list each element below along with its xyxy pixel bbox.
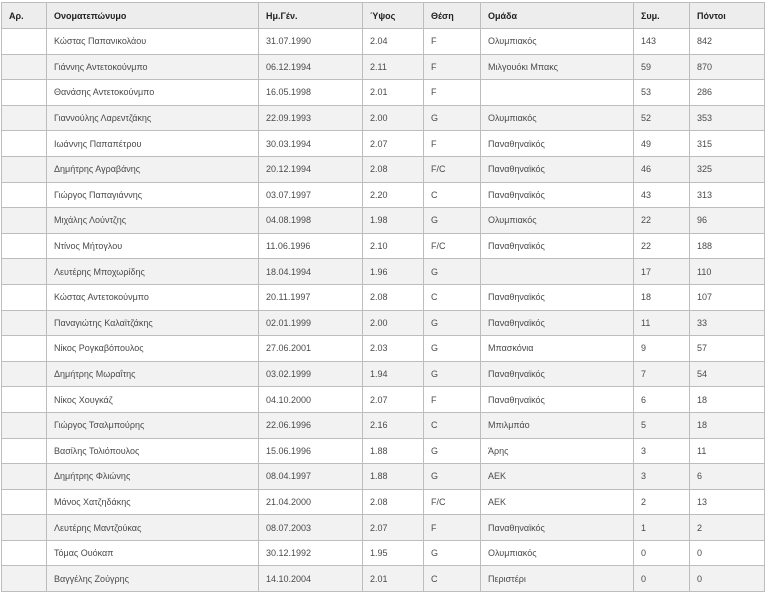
cell-appearances: 2	[634, 489, 690, 515]
cell-number	[2, 515, 47, 541]
cell-birthdate: 18.04.1994	[259, 259, 363, 285]
table-row	[2, 80, 765, 106]
cell-appearances: 0	[634, 540, 690, 566]
cell-number	[2, 566, 47, 592]
cell-player-name: Κώστας Αντετοκούνμπο	[47, 284, 259, 310]
cell-position: F/C	[424, 233, 481, 259]
cell-team: Παναθηναϊκός	[481, 156, 634, 182]
cell-position: G	[424, 259, 481, 285]
cell-team: ΑΕΚ	[481, 464, 634, 490]
cell-height: 2.20	[363, 182, 424, 208]
cell-player-name: Ιωάννης Παπαπέτρου	[47, 131, 259, 157]
cell-points: 286	[690, 80, 765, 106]
cell-player-name: Ντίνος Μήτογλου	[47, 233, 259, 259]
cell-birthdate: 21.04.2000	[259, 489, 363, 515]
cell-number	[2, 438, 47, 464]
cell-team: Παναθηναϊκός	[481, 131, 634, 157]
cell-position: G	[424, 464, 481, 490]
cell-player-name: Λευτέρης Μποχωρίδης	[47, 259, 259, 285]
cell-player-name: Δημήτρης Μωραΐτης	[47, 361, 259, 387]
cell-birthdate: 22.09.1993	[259, 105, 363, 131]
cell-number	[2, 182, 47, 208]
cell-team	[481, 259, 634, 285]
cell-birthdate: 20.12.1994	[259, 156, 363, 182]
cell-team: Παναθηναϊκός	[481, 515, 634, 541]
cell-height: 1.96	[363, 259, 424, 285]
cell-height: 2.03	[363, 336, 424, 362]
cell-appearances: 18	[634, 284, 690, 310]
cell-team: Ολυμπιακός	[481, 208, 634, 234]
cell-team: Ολυμπιακός	[481, 105, 634, 131]
table-row	[2, 387, 765, 413]
cell-position: C	[424, 566, 481, 592]
cell-player-name: Δημήτρης Φλιώνης	[47, 464, 259, 490]
cell-height: 1.88	[363, 464, 424, 490]
cell-birthdate: 14.10.2004	[259, 566, 363, 592]
cell-team: Παναθηναϊκός	[481, 182, 634, 208]
table-row	[2, 438, 765, 464]
cell-player-name: Γιώργος Τσαλμπούρης	[47, 412, 259, 438]
cell-number	[2, 54, 47, 80]
cell-birthdate: 06.12.1994	[259, 54, 363, 80]
cell-points: 0	[690, 566, 765, 592]
cell-points: 325	[690, 156, 765, 182]
cell-position: C	[424, 284, 481, 310]
cell-player-name: Δημήτρης Αγραβάνης	[47, 156, 259, 182]
cell-team: Παναθηναϊκός	[481, 361, 634, 387]
table-row	[2, 233, 765, 259]
cell-birthdate: 16.05.1998	[259, 80, 363, 106]
cell-player-name: Νίκος Χουγκάζ	[47, 387, 259, 413]
header-birthdate: Ημ.Γέν.	[259, 3, 363, 29]
cell-position: F/C	[424, 489, 481, 515]
cell-height: 2.01	[363, 566, 424, 592]
cell-appearances: 22	[634, 233, 690, 259]
table-row	[2, 515, 765, 541]
cell-height: 1.98	[363, 208, 424, 234]
cell-birthdate: 30.03.1994	[259, 131, 363, 157]
cell-number	[2, 156, 47, 182]
cell-birthdate: 03.02.1999	[259, 361, 363, 387]
table-row	[2, 259, 765, 285]
cell-number	[2, 464, 47, 490]
cell-points: 6	[690, 464, 765, 490]
cell-height: 2.01	[363, 80, 424, 106]
cell-position: F	[424, 29, 481, 55]
cell-player-name: Γιάννης Αντετοκούνμπο	[47, 54, 259, 80]
roster-body	[2, 29, 765, 592]
cell-points: 33	[690, 310, 765, 336]
cell-appearances: 22	[634, 208, 690, 234]
cell-number	[2, 29, 47, 55]
cell-birthdate: 15.06.1996	[259, 438, 363, 464]
cell-appearances: 11	[634, 310, 690, 336]
table-row	[2, 489, 765, 515]
cell-player-name: Παναγιώτης Καλαϊτζάκης	[47, 310, 259, 336]
cell-points: 96	[690, 208, 765, 234]
header-team: Ομάδα	[481, 3, 634, 29]
cell-birthdate: 20.11.1997	[259, 284, 363, 310]
cell-height: 1.95	[363, 540, 424, 566]
cell-player-name: Μάνος Χατζηδάκης	[47, 489, 259, 515]
cell-position: F	[424, 131, 481, 157]
cell-appearances: 17	[634, 259, 690, 285]
table-row	[2, 105, 765, 131]
cell-appearances: 0	[634, 566, 690, 592]
cell-number	[2, 489, 47, 515]
cell-height: 2.08	[363, 284, 424, 310]
header-height: Ύψος	[363, 3, 424, 29]
cell-appearances: 3	[634, 438, 690, 464]
cell-appearances: 46	[634, 156, 690, 182]
cell-player-name: Τόμας Ουόκαπ	[47, 540, 259, 566]
cell-player-name: Λευτέρης Μαντζούκας	[47, 515, 259, 541]
cell-birthdate: 02.01.1999	[259, 310, 363, 336]
cell-player-name: Γιαννούλης Λαρεντζάκης	[47, 105, 259, 131]
cell-position: G	[424, 361, 481, 387]
cell-position: F/C	[424, 156, 481, 182]
cell-appearances: 49	[634, 131, 690, 157]
header-points: Πόντοι	[690, 3, 765, 29]
cell-position: G	[424, 105, 481, 131]
cell-player-name: Θανάσης Αντετοκούνμπο	[47, 80, 259, 106]
cell-height: 2.04	[363, 29, 424, 55]
cell-position: F	[424, 80, 481, 106]
cell-height: 2.08	[363, 489, 424, 515]
cell-team: Παναθηναϊκός	[481, 310, 634, 336]
cell-points: 13	[690, 489, 765, 515]
cell-appearances: 52	[634, 105, 690, 131]
cell-team: Άρης	[481, 438, 634, 464]
cell-number	[2, 80, 47, 106]
cell-number	[2, 284, 47, 310]
cell-points: 315	[690, 131, 765, 157]
cell-position: G	[424, 336, 481, 362]
table-row	[2, 156, 765, 182]
cell-position: C	[424, 412, 481, 438]
cell-birthdate: 04.08.1998	[259, 208, 363, 234]
cell-height: 1.94	[363, 361, 424, 387]
cell-position: F	[424, 54, 481, 80]
cell-team: Περιστέρι	[481, 566, 634, 592]
cell-appearances: 43	[634, 182, 690, 208]
table-row	[2, 540, 765, 566]
header-position: Θέση	[424, 3, 481, 29]
cell-points: 842	[690, 29, 765, 55]
cell-team: Παναθηναϊκός	[481, 233, 634, 259]
table-row	[2, 464, 765, 490]
cell-appearances: 9	[634, 336, 690, 362]
cell-points: 54	[690, 361, 765, 387]
cell-birthdate: 04.10.2000	[259, 387, 363, 413]
table-row	[2, 182, 765, 208]
cell-number	[2, 336, 47, 362]
cell-team: Ολυμπιακός	[481, 540, 634, 566]
cell-position: F	[424, 387, 481, 413]
cell-height: 2.00	[363, 105, 424, 131]
cell-number	[2, 310, 47, 336]
cell-height: 2.07	[363, 387, 424, 413]
cell-team: Μπασκόνια	[481, 336, 634, 362]
cell-birthdate: 27.06.2001	[259, 336, 363, 362]
cell-player-name: Βασίλης Τολιόπουλος	[47, 438, 259, 464]
cell-number	[2, 540, 47, 566]
cell-number	[2, 387, 47, 413]
cell-number	[2, 208, 47, 234]
cell-team: Μπιλμπάο	[481, 412, 634, 438]
cell-points: 313	[690, 182, 765, 208]
cell-points: 107	[690, 284, 765, 310]
cell-number	[2, 105, 47, 131]
cell-appearances: 53	[634, 80, 690, 106]
header-row	[2, 3, 765, 29]
cell-points: 353	[690, 105, 765, 131]
cell-appearances: 3	[634, 464, 690, 490]
cell-position: G	[424, 310, 481, 336]
cell-height: 2.08	[363, 156, 424, 182]
cell-birthdate: 22.06.1996	[259, 412, 363, 438]
table-row	[2, 412, 765, 438]
table-row	[2, 361, 765, 387]
header-appearances: Συμ.	[634, 3, 690, 29]
cell-points: 2	[690, 515, 765, 541]
cell-team: ΑΕΚ	[481, 489, 634, 515]
cell-height: 2.16	[363, 412, 424, 438]
cell-appearances: 1	[634, 515, 690, 541]
cell-position: G	[424, 208, 481, 234]
cell-appearances: 143	[634, 29, 690, 55]
cell-points: 18	[690, 387, 765, 413]
table-row	[2, 131, 765, 157]
cell-height: 2.10	[363, 233, 424, 259]
table-row	[2, 336, 765, 362]
cell-player-name: Βαγγέλης Ζούγρης	[47, 566, 259, 592]
cell-birthdate: 11.06.1996	[259, 233, 363, 259]
cell-points: 57	[690, 336, 765, 362]
cell-team: Παναθηναϊκός	[481, 284, 634, 310]
cell-player-name: Νίκος Ρογκαβόπουλος	[47, 336, 259, 362]
cell-birthdate: 30.12.1992	[259, 540, 363, 566]
header-number: Αρ.	[2, 3, 47, 29]
cell-birthdate: 31.07.1990	[259, 29, 363, 55]
cell-appearances: 7	[634, 361, 690, 387]
cell-points: 18	[690, 412, 765, 438]
cell-height: 2.00	[363, 310, 424, 336]
cell-appearances: 5	[634, 412, 690, 438]
cell-number	[2, 259, 47, 285]
cell-height: 2.11	[363, 54, 424, 80]
cell-height: 1.88	[363, 438, 424, 464]
roster-table	[1, 2, 765, 592]
cell-points: 188	[690, 233, 765, 259]
cell-team	[481, 80, 634, 106]
cell-appearances: 6	[634, 387, 690, 413]
cell-points: 0	[690, 540, 765, 566]
table-row	[2, 208, 765, 234]
table-row	[2, 310, 765, 336]
table-row	[2, 54, 765, 80]
cell-appearances: 59	[634, 54, 690, 80]
cell-team: Παναθηναϊκός	[481, 387, 634, 413]
cell-position: C	[424, 182, 481, 208]
cell-team: Μιλγουόκι Μπακς	[481, 54, 634, 80]
cell-points: 870	[690, 54, 765, 80]
cell-birthdate: 08.04.1997	[259, 464, 363, 490]
cell-number	[2, 361, 47, 387]
cell-team: Ολυμπιακός	[481, 29, 634, 55]
cell-player-name: Μιχάλης Λούντζης	[47, 208, 259, 234]
table-row	[2, 284, 765, 310]
cell-number	[2, 131, 47, 157]
cell-player-name: Γιώργος Παπαγιάννης	[47, 182, 259, 208]
cell-points: 11	[690, 438, 765, 464]
cell-player-name: Κώστας Παπανικολάου	[47, 29, 259, 55]
cell-points: 110	[690, 259, 765, 285]
cell-birthdate: 03.07.1997	[259, 182, 363, 208]
cell-position: G	[424, 540, 481, 566]
cell-height: 2.07	[363, 515, 424, 541]
cell-height: 2.07	[363, 131, 424, 157]
table-row	[2, 566, 765, 592]
cell-number	[2, 233, 47, 259]
cell-position: G	[424, 438, 481, 464]
header-name: Ονοματεπώνυμο	[47, 3, 259, 29]
cell-birthdate: 08.07.2003	[259, 515, 363, 541]
cell-position: F	[424, 515, 481, 541]
cell-number	[2, 412, 47, 438]
table-row	[2, 29, 765, 55]
